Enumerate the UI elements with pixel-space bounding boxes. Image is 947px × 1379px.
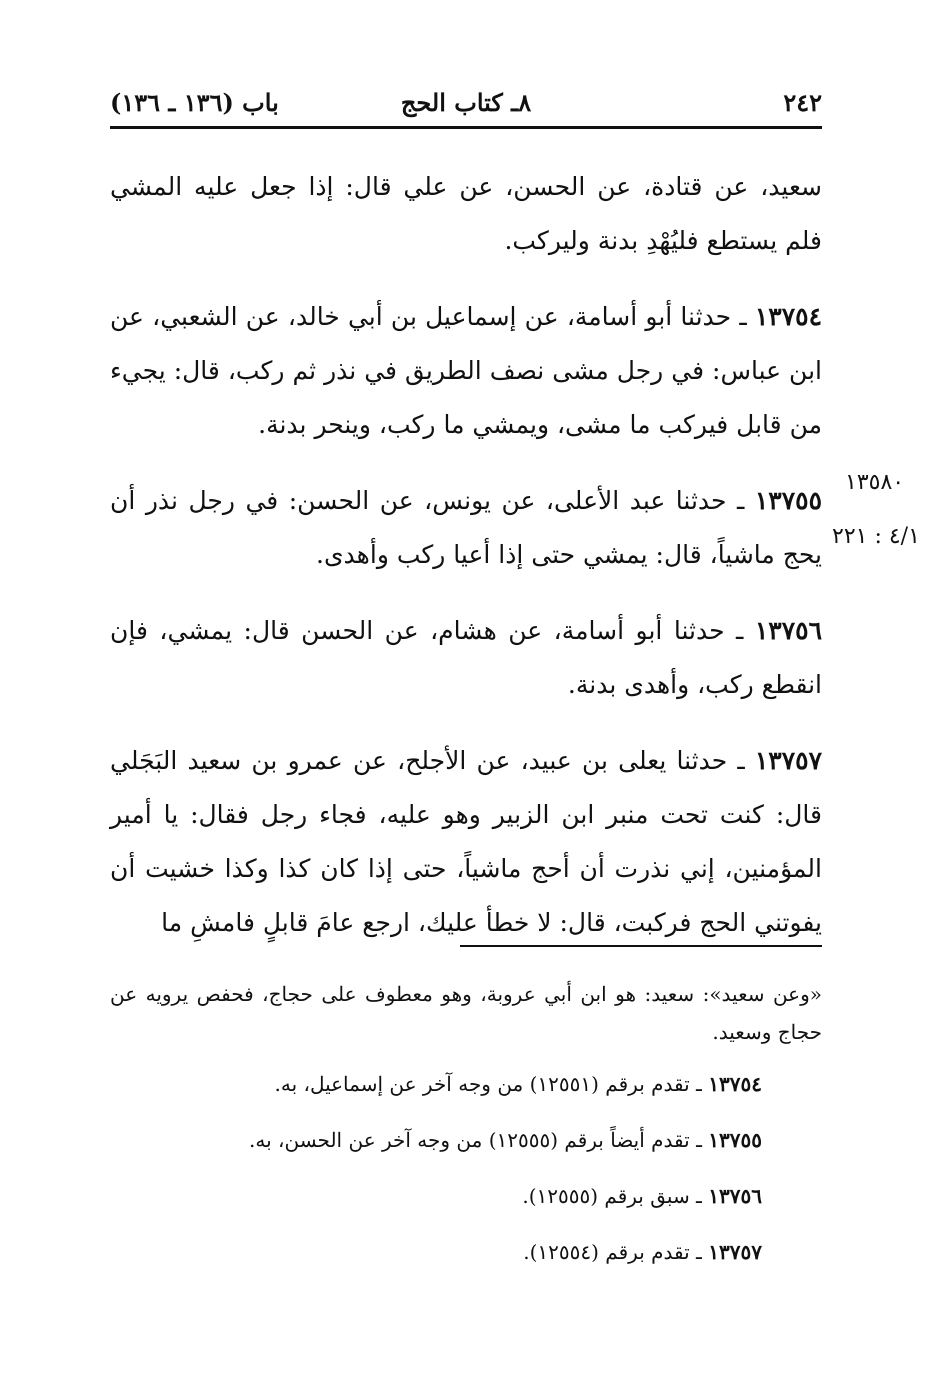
footnote-text: ـ سبق برقم (١٢٥٥٥).	[522, 1184, 709, 1208]
footnote-item	[110, 1233, 762, 1271]
book-title: ٨ـ كتاب الحج	[400, 88, 532, 117]
hadith-number: ١٣٧٥٧	[754, 746, 822, 775]
footnote-text: ـ تقدم برقم (١٢٥٥١) من وجه آخر عن إسماعيل، به.	[274, 1072, 709, 1096]
footnote-item	[110, 1121, 762, 1159]
footnote-intro: «وعن سعيد»: سعيد: هو ابن أبي عروبة، وهو معطوف على حجاج، فحفص يرويه عن حجاج وسعيد.	[110, 982, 822, 1044]
paragraph-text: ـ حدثنا أبو أسامة، عن إسماعيل بن أبي خالد، عن الشعبي، عن ابن عباس: في رجل مشى نصف الطريق في نذر ثم ركب، قال: يجيء من قابل فيركب ما مشى، ويمشي ما ركب، وينحر بدنة.	[110, 302, 822, 439]
footnote-divider	[460, 945, 822, 947]
paragraph-text: ـ حدثنا يعلى بن عبيد، عن الأجلح، عن عمرو بن سعيد البَجَلي قال: كنت تحت منبر ابن الزبير وهو عليه، فجاء رجل فقال: يا أمير المؤمنين، إني نذرت أن أحج ماشياً، حتى إذا كان كذا وكذا خشيت أن يفوتني الحج فركبت، قال: لا خطأ عليك، ارجع عامَ قابلٍ فامشِ ما	[110, 746, 822, 937]
header-divider	[110, 126, 822, 129]
margin-volume-reference: ٤/١ : ٢٢١	[832, 524, 920, 549]
footnote-number: ١٣٧٥٥	[708, 1128, 762, 1152]
hadith-number: ١٣٧٥٥	[754, 486, 822, 515]
hadith-13757	[110, 734, 822, 950]
footnote-item	[110, 1177, 762, 1215]
hadith-13755	[110, 474, 822, 582]
footnote-number: ١٣٧٥٦	[708, 1184, 762, 1208]
page-number: ٢٤٢	[783, 88, 822, 117]
footnote-text: ـ تقدم برقم (١٢٥٥٤).	[523, 1240, 709, 1264]
hadith-13754	[110, 290, 822, 452]
paragraph-text: سعيد، عن قتادة، عن الحسن، عن علي قال: إذا جعل عليه المشي فلم يستطع فليُهْدِ بدنة وليركب.	[110, 172, 822, 255]
page-header	[110, 80, 822, 124]
paragraph-continuation	[110, 160, 822, 268]
footnote-number: ١٣٧٥٧	[708, 1240, 762, 1264]
hadith-13756	[110, 604, 822, 712]
footnote-item	[110, 1065, 762, 1103]
footnote-number: ١٣٧٥٤	[708, 1072, 762, 1096]
footnote-text: ـ تقدم أيضاً برقم (١٢٥٥٥) من وجه آخر عن الحسن، به.	[249, 1128, 709, 1152]
chapter-heading: باب (١٣٦ ـ ١٣٦)	[110, 88, 279, 117]
main-text	[110, 160, 822, 972]
margin-reference-number: ١٣٥٨٠	[845, 470, 905, 495]
hadith-number: ١٣٧٥٤	[754, 302, 822, 331]
footnotes	[110, 975, 822, 1289]
paragraph-text: ـ حدثنا أبو أسامة، عن هشام، عن الحسن قال: يمشي، فإن انقطع ركب، وأهدى بدنة.	[110, 616, 822, 699]
hadith-number: ١٣٧٥٦	[754, 616, 822, 645]
paragraph-text: ـ حدثنا عبد الأعلى، عن يونس، عن الحسن: في رجل نذر أن يحج ماشياً، قال: يمشي حتى إذا أعيا ركب وأهدى.	[110, 486, 822, 569]
